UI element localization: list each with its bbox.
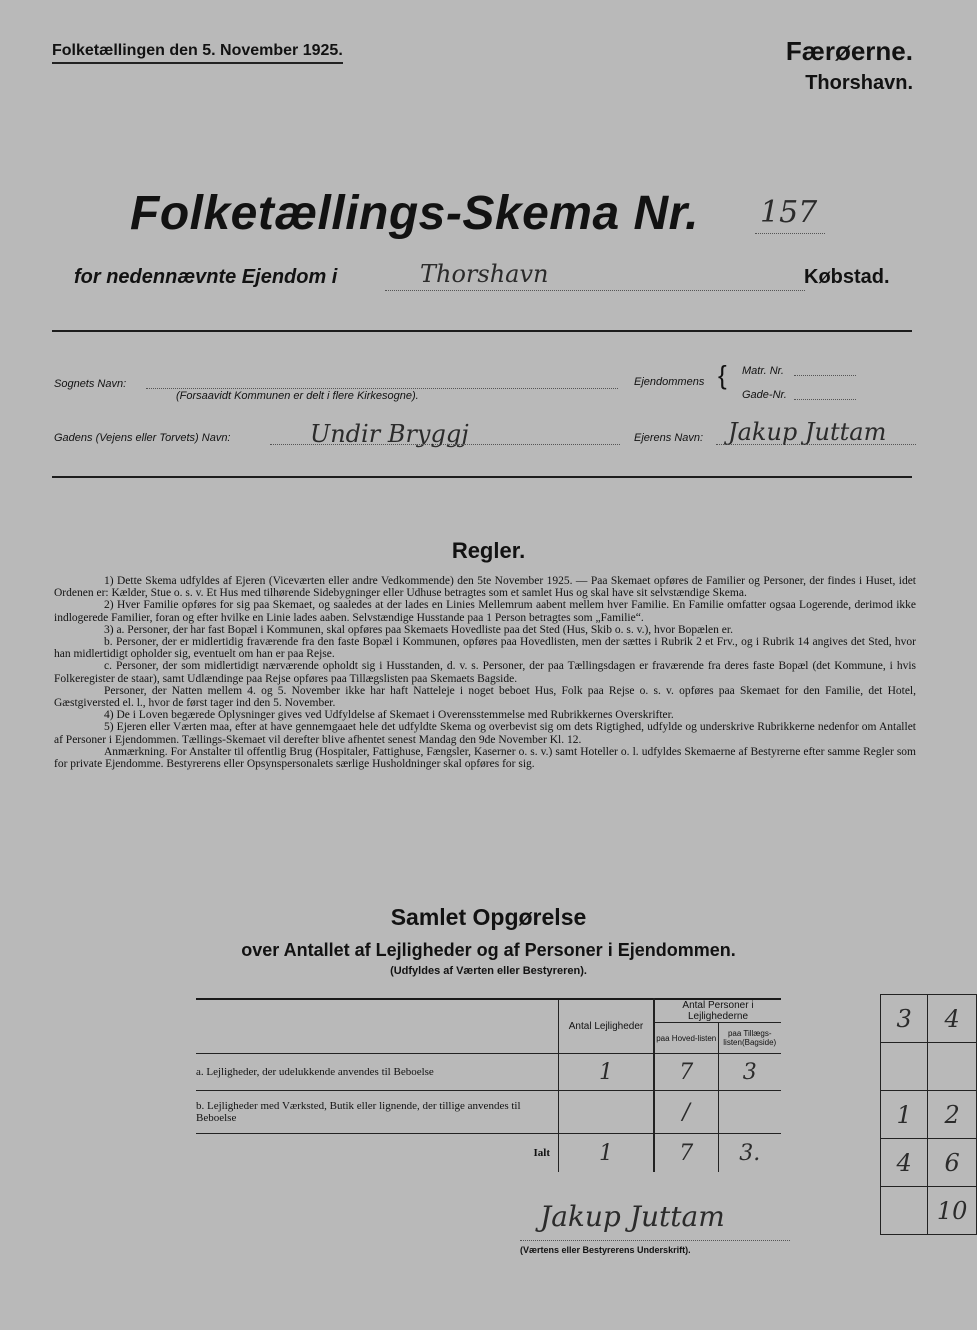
- street-line: [270, 444, 620, 445]
- row-a-main[interactable]: 7: [654, 1054, 718, 1091]
- signature-line: [520, 1240, 790, 1241]
- street-label: Gadens (Vejens eller Torvets) Navn:: [54, 432, 231, 444]
- property-label: for nedennævnte Ejendom i: [74, 266, 338, 288]
- row-b-label: b. Lejligheder med Værksted, Butik eller lignende, der tillige anvendes til Beboelse: [196, 1100, 521, 1124]
- gade-line[interactable]: [794, 399, 856, 400]
- rule-paragraph: 2) Hver Familie opføres for sig paa Skemaet, og saaledes at der lades en Linies Mellemrum aabent mellem hver Familie. En Familie omfatter ogsaa Logerende, derimod ikke indlogerede Familier, foran og efter hvilke en Linie lades aaben. Selvstændige Husstande paa 1 Person betragtes som „Familie“.: [54, 599, 916, 624]
- summary-note: (Udfyldes af Værten eller Bestyreren).: [390, 965, 587, 977]
- gade-label: Gade-Nr.: [742, 389, 787, 401]
- side-cell[interactable]: 6: [928, 1139, 977, 1187]
- owner-signature[interactable]: Jakup Juttam: [540, 1200, 725, 1233]
- side-cell[interactable]: [881, 1187, 928, 1235]
- form-number-line: [755, 233, 825, 234]
- summary-subtitle: over Antallet af Lejligheder og af Personer i Ejendommen.: [241, 940, 736, 960]
- rule-paragraph: c. Personer, der som midlertidigt nærværende opholdt sig i Husstanden, d. v. s. Personer, der paa Tællingsdagen er fraværende fra deres faste Bopæl (det Kommune, i hvis Folkeregister de staar), samt Udlændinge paa Rejse opføres paa Tillægslisten paa Skemaets Bagside.: [54, 660, 916, 685]
- side-cell[interactable]: [928, 1043, 977, 1091]
- row-total-label: Ialt: [533, 1147, 550, 1159]
- owner-label: Ejerens Navn:: [634, 432, 704, 444]
- street-field[interactable]: Undir Bryggj: [310, 420, 469, 448]
- row-b-apartments[interactable]: [559, 1091, 655, 1134]
- summary-title: Samlet Opgørelse: [390, 904, 587, 930]
- row-total-main[interactable]: 7: [654, 1134, 718, 1173]
- divider-top: [52, 330, 912, 332]
- census-date-header: Folketællingen den 5. November 1925.: [52, 42, 343, 64]
- parish-note: (Forsaavidt Kommunen er delt i flere Kirkesogne).: [176, 390, 419, 402]
- divider-middle: [52, 476, 912, 478]
- side-cell[interactable]: [881, 1043, 928, 1091]
- property-ids-label: Ejendommens: [634, 376, 705, 388]
- side-cell[interactable]: 2: [928, 1091, 977, 1139]
- rules-title: Regler.: [451, 538, 526, 563]
- col-persons-header: Antal Personer i Lejlighederne: [654, 999, 781, 1023]
- rule-paragraph: 4) De i Loven begærede Oplysninger gives ved Udfyldelse af Skemaet i Overensstemmelse med Rubrikkernes Overskrifter.: [104, 709, 674, 722]
- side-cell[interactable]: 4: [928, 995, 977, 1043]
- side-cell[interactable]: 1: [881, 1091, 928, 1139]
- rule-paragraph: 3) a. Personer, der har fast Bopæl i Kommunen, skal opføres paa Skemaets Hovedliste paa det Sted (Hus, Skib o. s. v.), hvor Bopælen er.: [104, 623, 733, 636]
- rule-paragraph: b. Personer, der er midlertidig fraværende fra den faste Bopæl i Kommunen, opføres paa Hovedlisten, men der sættes i Rubrik 2 et Frv., og i Rubrik 14 angives det Sted, hvor han midlertidigt opholder sig, eventuelt om han er paa Rejse.: [54, 636, 916, 661]
- rules-text: [54, 575, 916, 770]
- row-b-main[interactable]: /: [654, 1091, 718, 1134]
- parish-label: Sognets Navn:: [54, 378, 127, 390]
- row-total-supp[interactable]: 3.: [718, 1134, 781, 1173]
- row-b-supp[interactable]: [718, 1091, 781, 1134]
- region-header: Færøerne.: [785, 36, 913, 66]
- matr-line[interactable]: [794, 375, 856, 376]
- rule-paragraph: 1) Dette Skema udfyldes af Ejeren (Viceværten eller andre Vedkommende) den 5te November 1925. — Paa Skemaet opføres de Familier og Personer, der findes i Huset, idet Ordenen er: Kælder, Stue o. s. v. Et Hus med tilhørende Sidebygninger eller Udhuse betragtes som et samlet Hus og skal have sit selvstændige Skema.: [54, 575, 916, 600]
- row-a-supp[interactable]: 3: [718, 1054, 781, 1091]
- signature-caption: (Værtens eller Bestyrerens Underskrift).: [520, 1245, 691, 1255]
- side-cell[interactable]: 10: [928, 1187, 977, 1235]
- owner-line: [716, 444, 916, 445]
- summary-table: [196, 998, 781, 1172]
- row-total-apartments[interactable]: 1: [559, 1134, 655, 1173]
- place-line: [385, 290, 805, 291]
- col-main-list-header: paa Hoved-listen: [654, 1023, 718, 1054]
- col-apartments-header: Antal Lejligheder: [559, 999, 655, 1054]
- town-header: Thorshavn.: [805, 72, 913, 94]
- place-field[interactable]: Thorshavn: [420, 260, 549, 288]
- form-number[interactable]: 157: [760, 195, 818, 230]
- side-cell[interactable]: 4: [881, 1139, 928, 1187]
- row-a-apartments[interactable]: 1: [559, 1054, 655, 1091]
- col-supplement-header: paa Tillægs-listen(Bagside): [718, 1023, 781, 1054]
- matr-label: Matr. Nr.: [742, 365, 784, 377]
- brace: {: [718, 360, 727, 390]
- form-title: Folketællings-Skema Nr.: [130, 187, 700, 240]
- rule-paragraph: 5) Ejeren eller Værten maa, efter at have gennemgaaet hele det udfyldte Skema og overbevist sig om dets Rigtighed, udfylde og underskrive Rubrikkerne nedenfor om Antallet af Personer i Ejendommen. Tællings-Skemaet vil derefter blive afhentet senest Mandag den 9de November Kl. 12.: [54, 721, 916, 746]
- side-tally-grid: [880, 994, 977, 1235]
- side-cell[interactable]: 3: [881, 995, 928, 1043]
- parish-line[interactable]: [146, 388, 618, 389]
- row-a-label: a. Lejligheder, der udelukkende anvendes til Beboelse: [196, 1066, 434, 1078]
- rule-paragraph: Personer, der Natten mellem 4. og 5. November ikke har haft Natteleje i noget beboet Hus, Folk paa Rejse o. s. v. opføres paa Skemaet for den Familie, det Hotel, Gæstgiversted el. l., hvor de først tager ind den 5. November.: [54, 684, 916, 710]
- owner-field[interactable]: Jakup Juttam: [728, 418, 887, 446]
- rule-paragraph: Anmærkning. For Anstalter til offentlig Brug (Hospitaler, Fattighuse, Fængsler, Kaserner o. s. v.) samt Hoteller o. l. udfyldes Skemaerne af Bestyrerne efter samme Regler som for private Ejendomme. Bestyrerens eller Opsynspersonalets særlige Husholdninger skal opføres for sig.: [54, 745, 916, 771]
- town-type-label: Købstad.: [804, 266, 890, 288]
